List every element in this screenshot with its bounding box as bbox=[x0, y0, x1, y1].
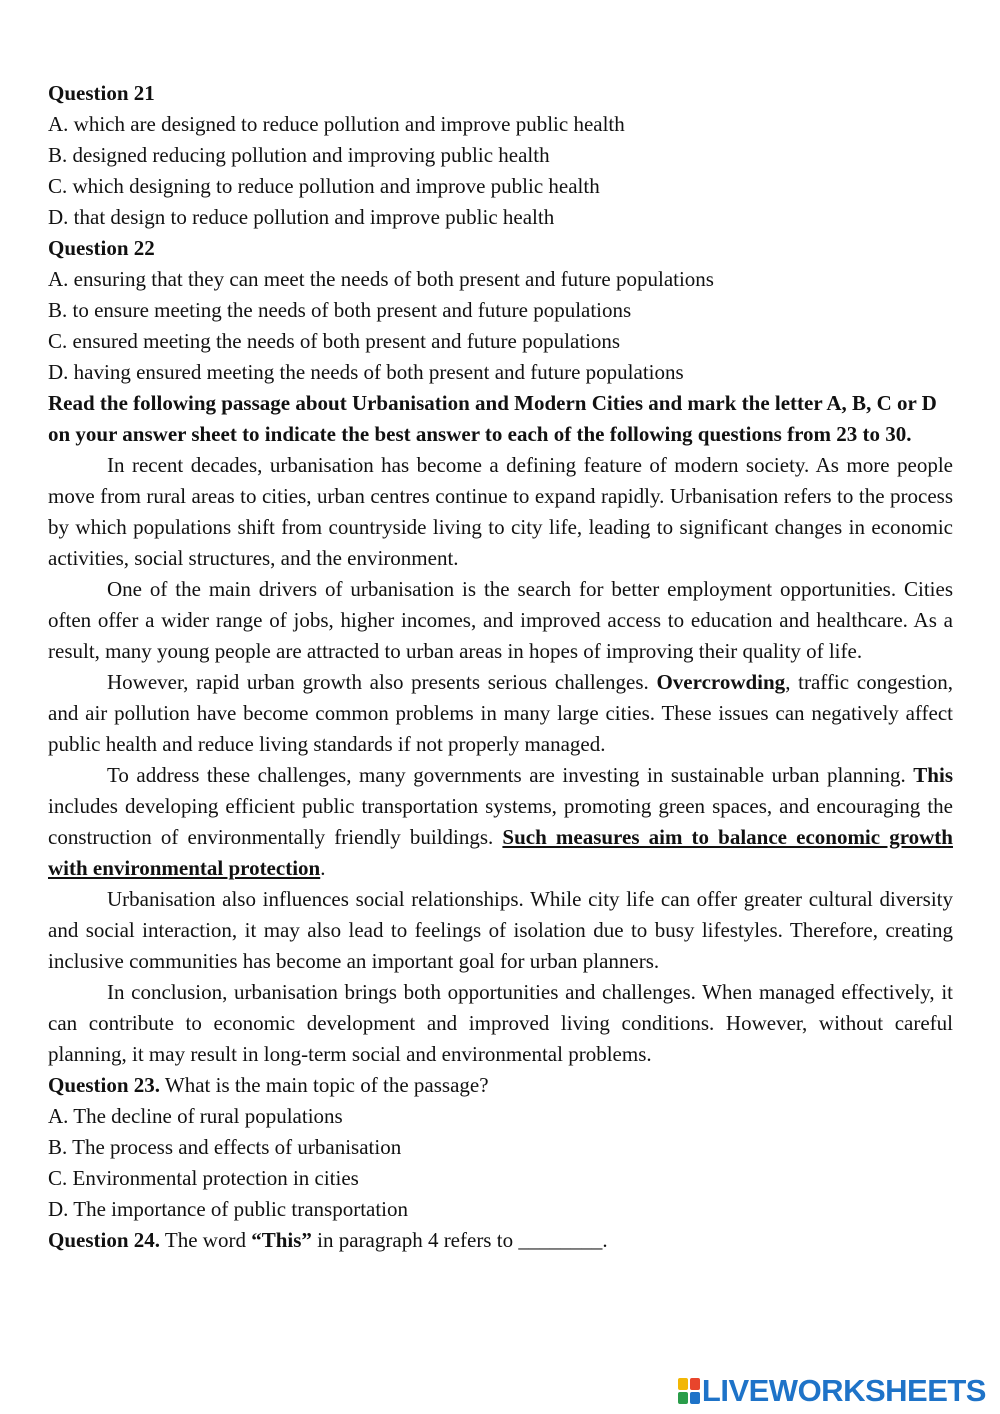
passage-paragraph-2: One of the main drivers of urbanisation is the search for better employment opportunities. Cities often offer a wider range of jobs, higher incomes, and improved access to education and healthcare. As a result, many young people are attracted to urban areas in hopes of improving their quality of life. bbox=[48, 577, 953, 663]
p4-underlined-sentence: Such measures aim to balance economic growth with environmental protection bbox=[48, 825, 953, 880]
question-23-option-d[interactable]: D. The importance of public transportation bbox=[48, 1197, 409, 1221]
question-23-label: Question 23. bbox=[48, 1073, 161, 1097]
question-22-option-a[interactable]: A. ensuring that they can meet the needs of both present and future populations bbox=[48, 267, 714, 291]
question-22-option-d[interactable]: D. having ensured meeting the needs of both present and future populations bbox=[48, 360, 684, 384]
question-24-text-before: The word bbox=[160, 1228, 252, 1252]
question-21-option-a[interactable]: A. which are designed to reduce pollution and improve public health bbox=[48, 112, 625, 136]
liveworksheets-logo-text: LIVEWORKSHEETS bbox=[701, 1373, 986, 1408]
p4-bold-word: This bbox=[913, 763, 953, 787]
liveworksheets-logo-icon bbox=[678, 1378, 700, 1404]
question-24-label: Question 24. bbox=[48, 1228, 161, 1252]
question-21-option-b[interactable]: B. designed reducing pollution and improving public health bbox=[48, 143, 550, 167]
passage-paragraph-1: In recent decades, urbanisation has become a defining feature of modern society. As more people move from rural areas to cities, urban centres continue to expand rapidly. Urbanisation refers to the process by which populations shift from countryside living to city life, leading to significant changes in economic activities, social structures, and the environment. bbox=[48, 453, 953, 570]
passage-paragraph-5: Urbanisation also influences social relationships. While city life can offer greater cultural diversity and social interaction, it may also lead to feelings of isolation due to busy lifestyles. Therefore, creating inclusive communities has become an important goal for urban planners. bbox=[48, 887, 953, 973]
passage-paragraph-6: In conclusion, urbanisation brings both opportunities and challenges. When managed effectively, it can contribute to economic development and improved living conditions. However, without careful planning, it may result in long-term social and environmental problems. bbox=[48, 980, 953, 1066]
question-24-word: “This” bbox=[251, 1228, 312, 1252]
p3-bold-word: Overcrowding bbox=[656, 670, 786, 694]
question-24-stem bbox=[48, 1225, 953, 1256]
liveworksheets-logo bbox=[678, 1373, 986, 1409]
question-23-option-a[interactable]: A. The decline of rural populations bbox=[48, 1104, 343, 1128]
p4-text-after: . bbox=[320, 856, 326, 880]
question-21-heading: Question 21 bbox=[48, 81, 155, 105]
p3-text-before: However, rapid urban growth also presents serious challenges. bbox=[107, 670, 657, 694]
p4-text-before: To address these challenges, many governments are investing in sustainable urban planning. bbox=[107, 763, 914, 787]
question-21-option-c[interactable]: C. which designing to reduce pollution and improve public health bbox=[48, 174, 600, 198]
question-22-option-b[interactable]: B. to ensure meeting the needs of both present and future populations bbox=[48, 298, 632, 322]
p4-text-middle: includes developing efficient public transportation systems, promoting green spaces, and encouraging the construction of environmentally friendly buildings. bbox=[48, 794, 953, 849]
passage-instructions: Read the following passage about Urbanisation and Modern Cities and mark the letter A, B, C or D on your answer sheet to indicate the best answer to each of the following questions from 23 to 30. bbox=[48, 391, 937, 446]
p3-text-after: , traffic congestion, and air pollution have become common problems in many large cities. These issues can negatively affect public health and reduce living standards if not properly managed. bbox=[48, 670, 953, 756]
question-21-option-d[interactable]: D. that design to reduce pollution and improve public health bbox=[48, 205, 555, 229]
question-22-heading: Question 22 bbox=[48, 236, 155, 260]
passage-paragraph-4 bbox=[48, 760, 953, 884]
worksheet-page bbox=[48, 78, 953, 1256]
question-23-text: What is the main topic of the passage? bbox=[160, 1073, 489, 1097]
question-23-option-c[interactable]: C. Environmental protection in cities bbox=[48, 1166, 359, 1190]
question-23-stem bbox=[48, 1070, 953, 1101]
question-23-option-b[interactable]: B. The process and effects of urbanisation bbox=[48, 1135, 402, 1159]
question-22-option-c[interactable]: C. ensured meeting the needs of both present and future populations bbox=[48, 329, 621, 353]
passage-paragraph-3 bbox=[48, 667, 953, 760]
question-24-text-after: in paragraph 4 refers to ________. bbox=[311, 1228, 608, 1252]
